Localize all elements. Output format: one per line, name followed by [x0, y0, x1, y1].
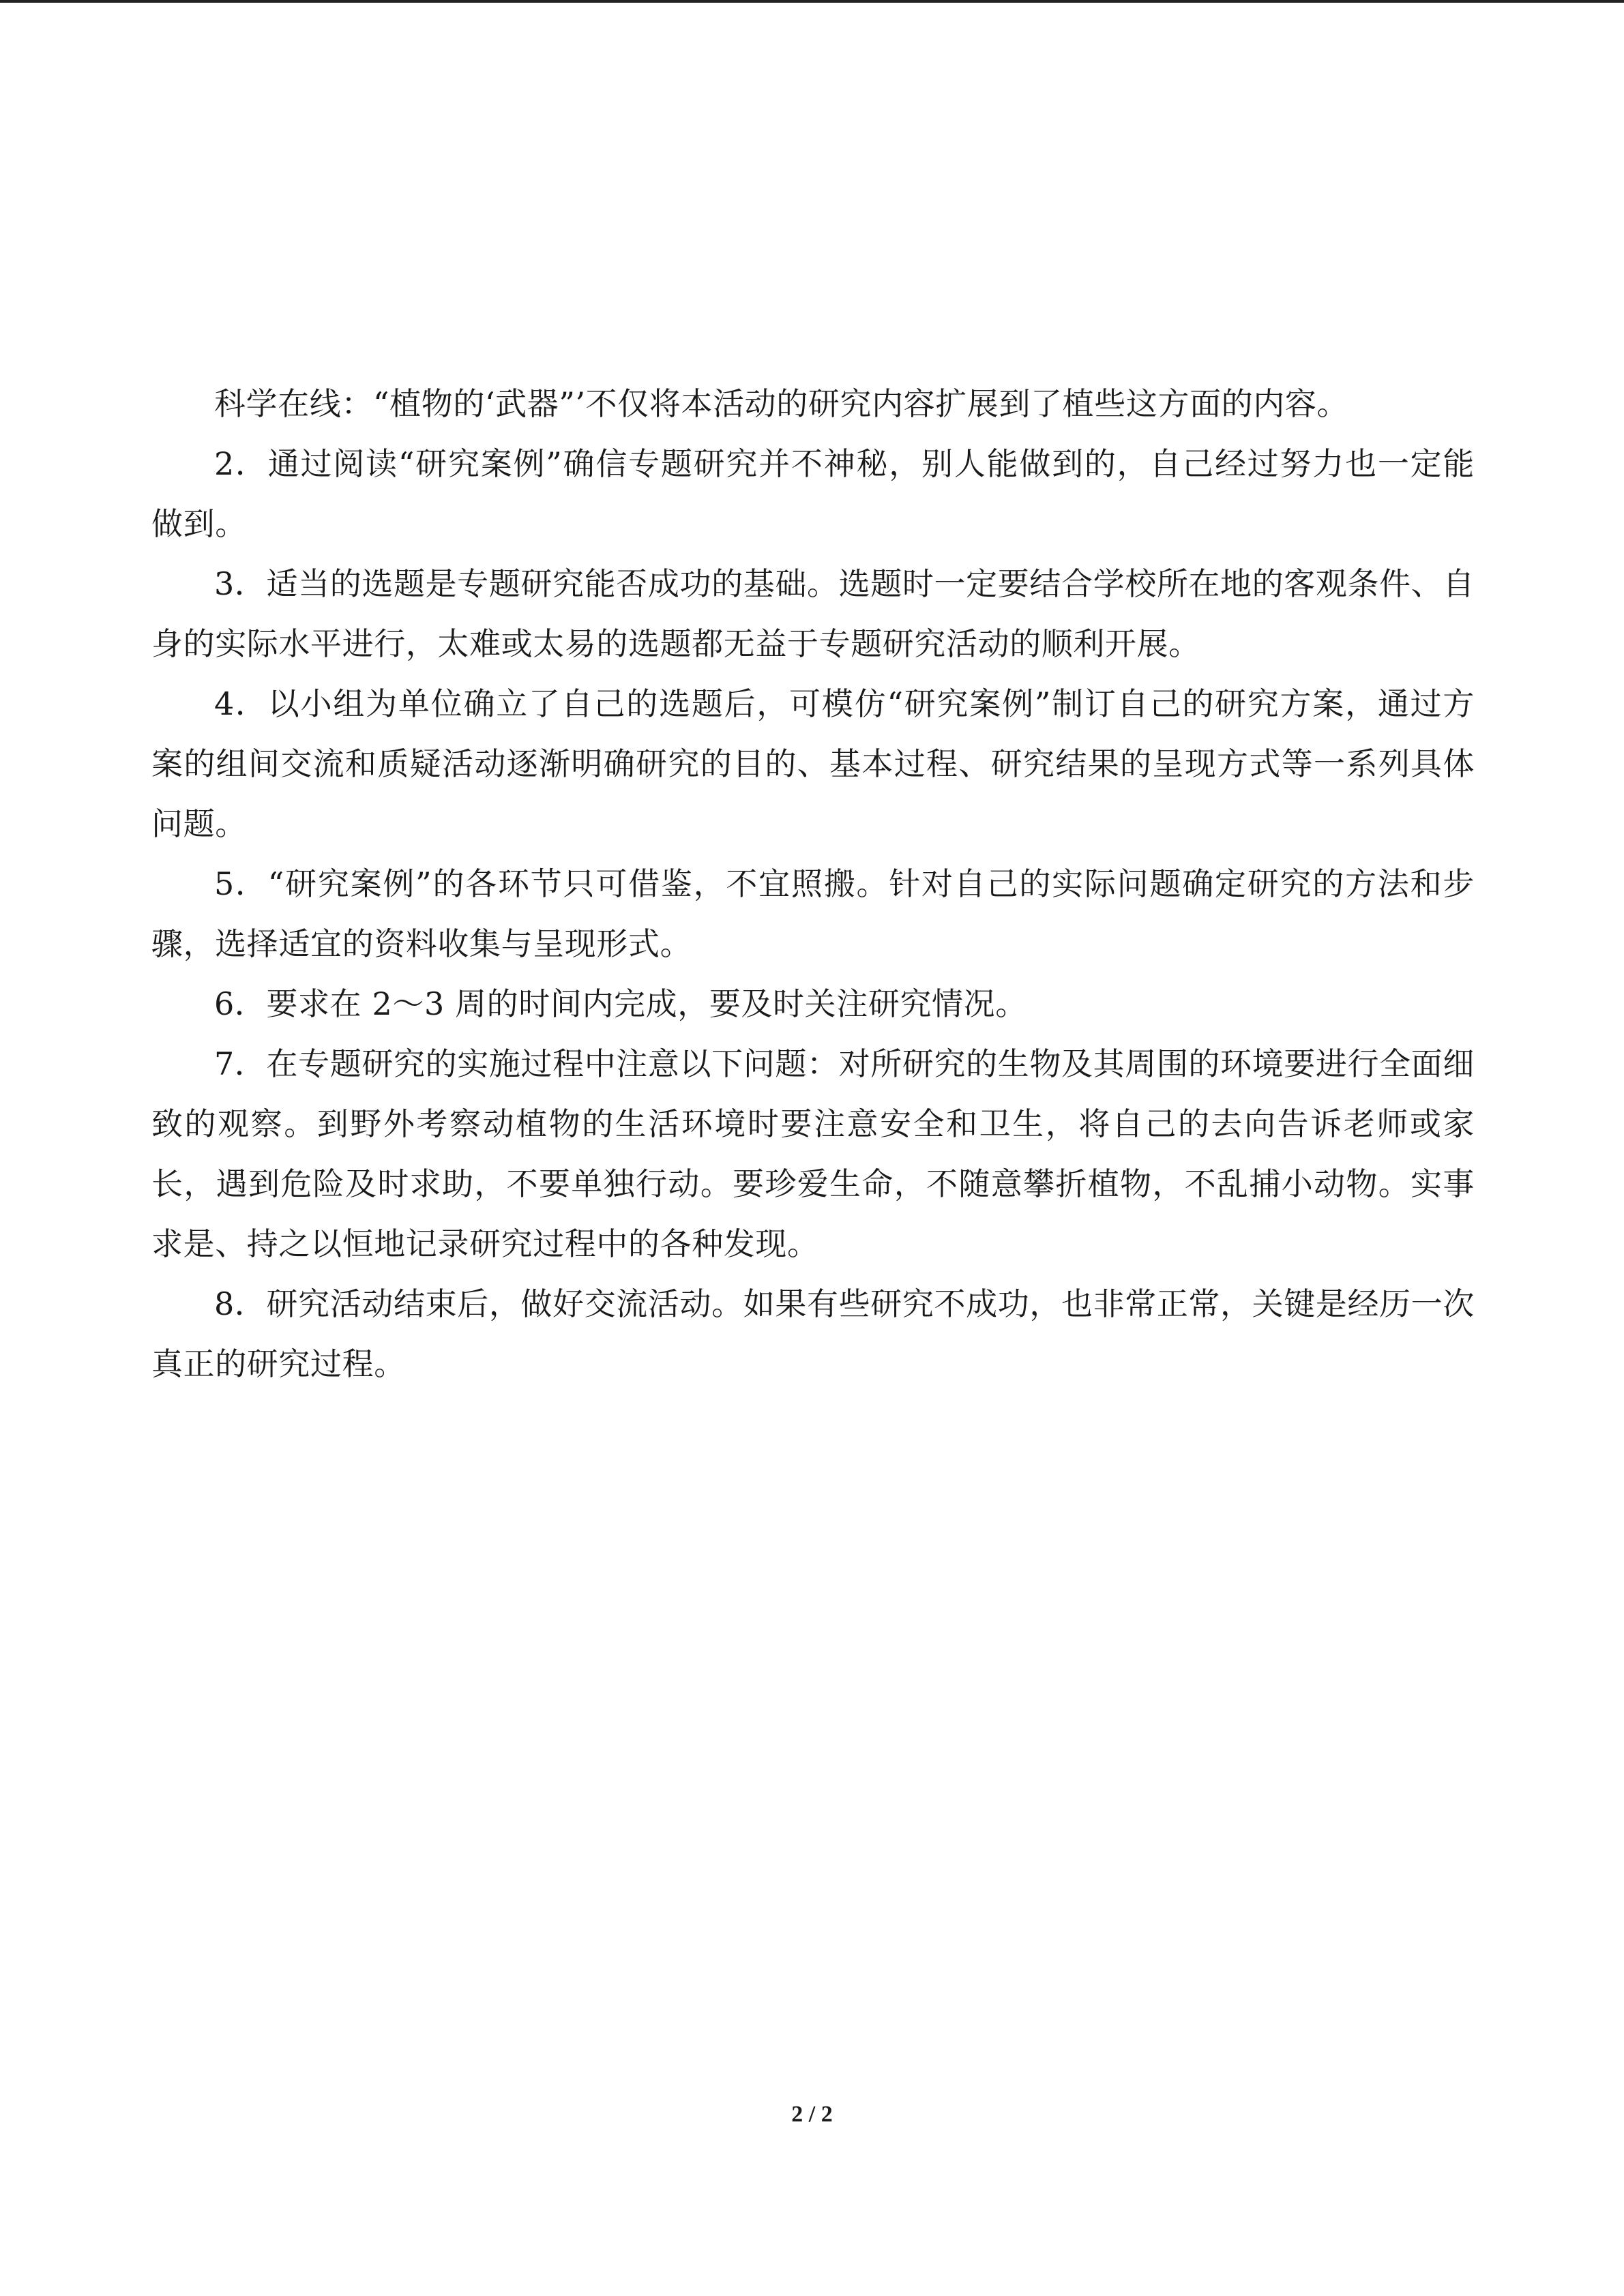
paragraph-item-6: 6．要求在 2～3 周的时间内完成，要及时关注研究情况。: [214, 985, 1027, 1022]
paragraph-item-2: 2．通过阅读“研究案例”确信专题研究并不神秘，别人能做到的，自己经过努力也一定能做到。: [151, 445, 1475, 542]
paragraph-item-7: 7．在专题研究的实施过程中注意以下问题：对所研究的生物及其周围的环境要进行全面细致的观察。到野外考察动植物的生活环境时要注意安全和卫生，将自己的去向告诉老师或家长，遇到危险及时求助，不要单独行动。要珍爱生命，不随意攀折植物，不乱捕小动物。实事求是、持之以恒地记录研究过程中的各种发现。: [151, 1045, 1475, 1262]
paragraph-item-3: 3．适当的选题是专题研究能否成功的基础。选题时一定要结合学校所在地的客观条件、自身的实际水平进行，太难或太易的选题都无益于专题研究活动的顺利开展。: [151, 565, 1475, 662]
paragraph-item-8: 8．研究活动结束后，做好交流活动。如果有些研究不成功，也非常正常，关键是经历一次真正的研究过程。: [151, 1285, 1475, 1382]
top-border-line: [0, 0, 1624, 3]
paragraph-item-4: 4．以小组为单位确立了自己的选题后，可模仿“研究案例”制订自己的研究方案，通过方案的组间交流和质疑活动逐渐明确研究的目的、基本过程、研究结果的呈现方式等一系列具体问题。: [151, 685, 1475, 842]
paragraph-item-5: 5．“研究案例”的各环节只可借鉴，不宜照搬。针对自己的实际问题确定研究的方法和步骤，选择适宜的资料收集与呈现形式。: [151, 865, 1475, 962]
document-body: [151, 374, 1475, 1394]
paragraph-science-online: 科学在线：“植物的‘武器”’不仅将本活动的研究内容扩展到了植些这方面的内容。: [214, 385, 1349, 422]
page-number: 2 / 2: [791, 2102, 833, 2127]
